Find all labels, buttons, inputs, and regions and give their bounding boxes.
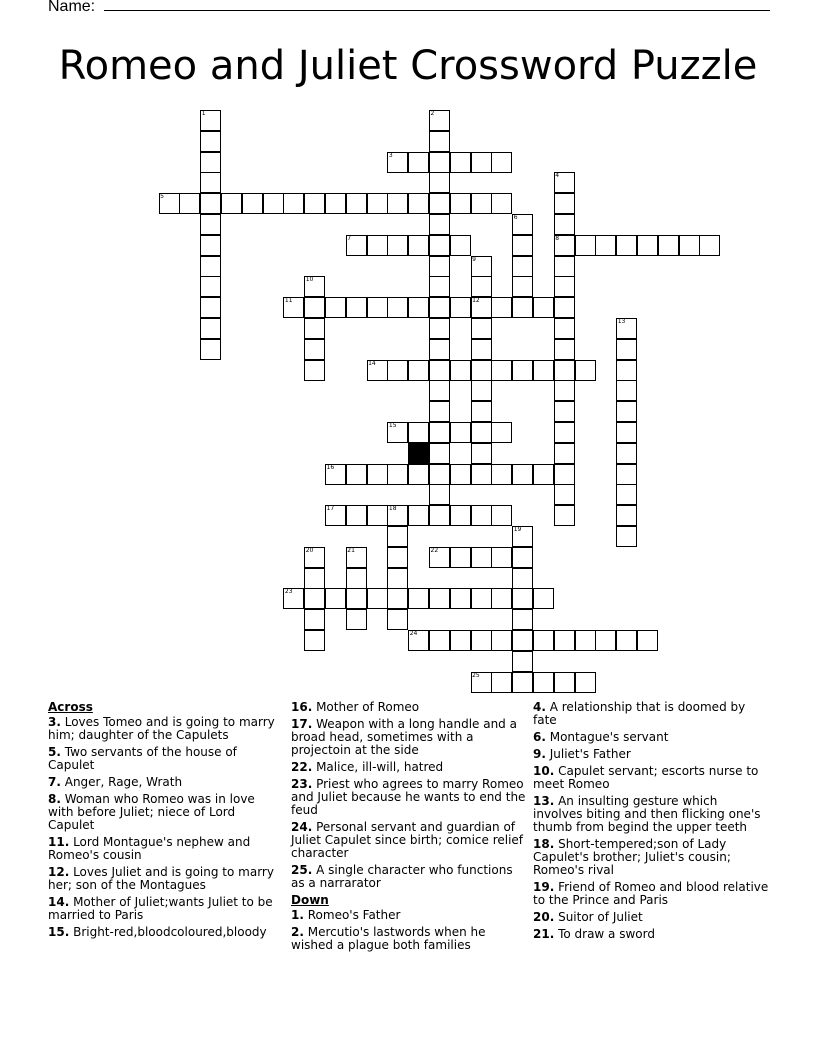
grid-cell[interactable] (408, 297, 429, 318)
grid-cell[interactable] (575, 630, 596, 651)
grid-cell[interactable] (346, 609, 367, 630)
grid-cell[interactable] (221, 193, 242, 214)
clue-number: 19. (533, 880, 555, 894)
grid-cell[interactable] (429, 297, 450, 318)
clue-number: 2. (291, 925, 304, 939)
grid-cell[interactable] (616, 339, 637, 360)
clue-across (48, 793, 280, 832)
clue-number-label: 15 (388, 422, 397, 429)
grid-cell[interactable] (429, 193, 450, 214)
clue-number-label: 1 (201, 110, 206, 117)
grid-cell[interactable] (408, 360, 429, 381)
clue-number: 9. (533, 747, 546, 761)
grid-cell[interactable] (616, 422, 637, 443)
down-heading: Down (291, 893, 329, 907)
clue-number-label: 8 (555, 234, 560, 242)
grid-cell[interactable] (387, 193, 408, 214)
grid-cell[interactable] (408, 152, 429, 173)
puzzle-title: Romeo and Juliet Crossword Puzzle (58, 43, 758, 89)
clue-text: Capulet servant; escorts nurse to meet Romeo (533, 764, 759, 791)
grid-cell[interactable] (595, 630, 616, 651)
clue-text: Woman who Romeo was in love with before Juliet; niece of Lord Capulet (48, 792, 255, 832)
clue-number-label: 19 (513, 526, 522, 533)
clue-number-label: 9 (472, 255, 476, 263)
grid-cell[interactable] (512, 464, 533, 485)
grid-cell[interactable] (429, 214, 450, 235)
grid-cell[interactable] (200, 131, 221, 152)
clue-number: 7. (48, 775, 61, 789)
clue-across (291, 864, 527, 890)
grid-cell[interactable] (450, 464, 471, 485)
clue-text: Loves Tomeo and is going to marry him; daughter of the Capulets (48, 715, 275, 742)
grid-cell[interactable] (512, 568, 533, 589)
clue-number: 21. (533, 927, 555, 941)
grid-cell[interactable] (512, 235, 533, 256)
clue-down (291, 926, 527, 952)
clue-number: 25. (291, 863, 313, 877)
grid-cell[interactable] (512, 630, 533, 651)
clue-number-label: 11 (284, 297, 293, 305)
grid-cell[interactable] (554, 360, 575, 381)
grid-cell[interactable] (387, 526, 408, 547)
grid-cell[interactable] (699, 235, 720, 256)
grid-cell[interactable] (512, 256, 533, 277)
grid-cell[interactable] (471, 630, 492, 651)
grid-cell[interactable] (200, 318, 221, 339)
grid-cell[interactable] (367, 505, 388, 526)
grid-cell[interactable] (408, 422, 429, 443)
grid-cell[interactable] (408, 588, 429, 609)
clue-text: Anger, Rage, Wrath (60, 775, 183, 789)
grid-cell[interactable] (429, 401, 450, 422)
grid-cell[interactable] (554, 464, 575, 485)
grid-cell[interactable] (512, 609, 533, 630)
grid-cell[interactable] (554, 339, 575, 360)
clue-down (533, 748, 769, 761)
clue-across (48, 836, 280, 862)
grid-cell[interactable] (512, 651, 533, 672)
clue-text: An insulting gesture which involves biting and then flicking one's thumb from begind the upper teeth (533, 794, 761, 834)
grid-cell[interactable] (429, 464, 450, 485)
clue-text: Bright-red,bloodcoloured,bloody (69, 925, 267, 939)
clue-text: Romeo's Father (303, 908, 401, 922)
clue-text: A relationship that is doomed by fate (533, 700, 746, 727)
grid-cell[interactable] (346, 588, 367, 609)
grid-cell[interactable] (450, 547, 471, 568)
clue-number-label: 23 (284, 588, 293, 596)
grid-cell[interactable] (450, 235, 471, 256)
grid-cell[interactable] (429, 172, 450, 193)
grid-cell[interactable] (533, 464, 554, 485)
grid-cell[interactable] (367, 193, 388, 214)
grid-cell[interactable] (387, 588, 408, 609)
grid-cell[interactable] (429, 360, 450, 381)
clue-number-label: 14 (368, 359, 376, 367)
grid-cell[interactable] (429, 380, 450, 401)
grid-cell[interactable] (367, 235, 388, 256)
grid-cell[interactable] (450, 297, 471, 318)
grid-cell[interactable] (367, 297, 388, 318)
grid-cell[interactable] (325, 297, 346, 318)
clue-down (291, 909, 527, 922)
grid-cell[interactable] (346, 568, 367, 589)
clue-text: Suitor of Juliet (554, 910, 643, 924)
grid-cell[interactable] (304, 568, 325, 589)
grid-cell[interactable] (429, 422, 450, 443)
clue-number-label: 5 (160, 193, 164, 201)
grid-cell[interactable] (283, 193, 304, 214)
grid-cell[interactable] (450, 193, 471, 214)
clue-number: 24. (291, 820, 313, 834)
clue-number: 8. (48, 792, 61, 806)
grid-cell[interactable] (554, 318, 575, 339)
clue-text: Priest who agrees to marry Romeo and Juliet because he wants to end the feud (291, 777, 526, 817)
clue-across (48, 926, 280, 939)
grid-cell[interactable] (491, 360, 512, 381)
grid-cell[interactable] (304, 630, 325, 651)
grid-cell[interactable] (533, 588, 554, 609)
grid-cell[interactable] (554, 401, 575, 422)
clue-number: 22. (291, 760, 313, 774)
clue-text: Mother of Juliet;wants Juliet to be married to Paris (48, 895, 273, 922)
clue-text: Lord Montague's nephew and Romeo's cousin (48, 835, 251, 862)
across-heading: Across (48, 700, 93, 714)
clue-number: 12. (48, 865, 70, 879)
clue-text: To draw a sword (554, 927, 655, 941)
grid-cell[interactable] (471, 339, 492, 360)
grid-cell[interactable] (491, 505, 512, 526)
grid-cell[interactable] (429, 588, 450, 609)
grid-cell[interactable] (491, 672, 512, 693)
grid-cell[interactable] (200, 193, 221, 214)
clue-number: 4. (533, 700, 546, 714)
grid-cell[interactable] (554, 193, 575, 214)
grid-cell[interactable] (491, 422, 512, 443)
clue-across (291, 718, 527, 757)
grid-cell[interactable] (304, 297, 325, 318)
grid-cell[interactable] (200, 339, 221, 360)
clue-across (48, 746, 280, 772)
grid-cell[interactable] (429, 630, 450, 651)
grid-cell[interactable] (429, 339, 450, 360)
grid-cell[interactable] (429, 318, 450, 339)
clue-number-label: 6 (513, 214, 518, 221)
grid-cell[interactable] (533, 297, 554, 318)
grid-cell[interactable] (429, 235, 450, 256)
grid-cell[interactable] (387, 297, 408, 318)
grid-cell[interactable] (387, 547, 408, 568)
grid-cell[interactable] (658, 235, 679, 256)
clue-number-label: 10 (305, 276, 314, 284)
grid-cell[interactable] (554, 630, 575, 651)
clue-across (48, 776, 280, 789)
grid-cell[interactable] (471, 588, 492, 609)
grid-cell[interactable] (471, 318, 492, 339)
grid-cell[interactable] (616, 443, 637, 464)
clue-number: 10. (533, 764, 555, 778)
grid-cell[interactable] (471, 401, 492, 422)
grid-cell[interactable] (616, 630, 637, 651)
clue-number-label: 20 (305, 546, 314, 554)
grid-cell[interactable] (471, 464, 492, 485)
grid-cell[interactable] (512, 588, 533, 609)
grid-cell[interactable] (429, 443, 450, 464)
clue-number-label: 17 (326, 505, 335, 513)
grid-cell[interactable] (554, 214, 575, 235)
clue-down (533, 731, 769, 744)
grid-cell[interactable] (408, 464, 429, 485)
grid-cell[interactable] (575, 235, 596, 256)
clue-number: 17. (291, 717, 313, 731)
grid-cell[interactable] (408, 505, 429, 526)
grid-cell[interactable] (512, 276, 533, 297)
grid-cell[interactable] (575, 672, 596, 693)
grid-cell[interactable] (304, 339, 325, 360)
clue-number: 13. (533, 794, 555, 808)
clue-down (533, 928, 769, 941)
clue-number: 23. (291, 777, 313, 791)
grid-cell[interactable] (575, 360, 596, 381)
grid-cell[interactable] (408, 193, 429, 214)
grid-cell[interactable] (616, 401, 637, 422)
clue-text: Mother of Romeo (312, 700, 420, 714)
grid-cell[interactable] (616, 235, 637, 256)
grid-cell[interactable] (304, 609, 325, 630)
grid-cell[interactable] (408, 235, 429, 256)
grid-cell[interactable] (533, 360, 554, 381)
clue-text: Friend of Romeo and blood relative to the Prince and Paris (533, 880, 769, 907)
clue-across (48, 716, 280, 742)
grid-cell[interactable] (554, 672, 575, 693)
grid-cell[interactable] (387, 464, 408, 485)
grid-cell[interactable] (346, 193, 367, 214)
grid-cell[interactable] (429, 256, 450, 277)
clue-across (48, 896, 280, 922)
grid-cell[interactable] (387, 235, 408, 256)
clue-number: 15. (48, 925, 70, 939)
grid-cell[interactable] (471, 360, 492, 381)
grid-cell[interactable] (471, 193, 492, 214)
clue-number: 11. (48, 835, 70, 849)
grid-cell[interactable] (200, 235, 221, 256)
grid-cell[interactable] (554, 380, 575, 401)
grid-cell[interactable] (554, 422, 575, 443)
grid-cell[interactable] (616, 380, 637, 401)
clue-down (533, 911, 769, 924)
grid-cell[interactable] (346, 297, 367, 318)
grid-cell[interactable] (387, 568, 408, 589)
grid-cell[interactable] (325, 588, 346, 609)
clue-number-label: 4 (555, 172, 560, 180)
clue-number: 14. (48, 895, 70, 909)
grid-cell[interactable] (200, 256, 221, 277)
grid-cell[interactable] (429, 484, 450, 505)
grid-cell[interactable] (387, 609, 408, 630)
clue-number-label: 13 (617, 318, 626, 325)
clue-number-label: 2 (430, 110, 435, 117)
grid-cell[interactable] (450, 505, 471, 526)
clue-across (291, 761, 527, 774)
name-label: Name: (48, 0, 100, 15)
clue-text: Mercutio's lastwords when he wished a plague both families (291, 925, 486, 952)
clue-across (291, 701, 527, 714)
clue-number-label: 22 (430, 546, 439, 554)
grid-cell[interactable] (491, 630, 512, 651)
grid-cell[interactable] (471, 276, 492, 297)
grid-cell[interactable] (304, 193, 325, 214)
grid-cell[interactable] (533, 672, 554, 693)
clue-across (291, 778, 527, 817)
grid-cell[interactable] (367, 588, 388, 609)
clue-number-label: 7 (347, 234, 352, 242)
clue-text: Weapon with a long handle and a broad head, sometimes with a projectoin at the side (291, 717, 517, 757)
clue-number: 1. (291, 908, 304, 922)
clue-text: Two servants of the house of Capulet (48, 745, 237, 772)
clues-column-3 (533, 701, 769, 945)
grid-cell[interactable] (200, 152, 221, 173)
grid-cell[interactable] (554, 484, 575, 505)
grid-cell[interactable] (450, 630, 471, 651)
grid-cell[interactable] (304, 588, 325, 609)
grid-cell[interactable] (450, 152, 471, 173)
grid-cell[interactable] (200, 276, 221, 297)
grid-cell[interactable] (471, 380, 492, 401)
clue-number-label: 24 (409, 630, 418, 637)
clue-down (533, 765, 769, 791)
clue-down (533, 701, 769, 727)
grid-cell[interactable] (554, 256, 575, 277)
grid-cell[interactable] (346, 505, 367, 526)
grid-cell[interactable] (491, 588, 512, 609)
clue-number-label: 16 (326, 463, 335, 471)
grid-cell[interactable] (512, 297, 533, 318)
clue-number-label: 12 (472, 297, 480, 305)
grid-cell[interactable] (325, 193, 346, 214)
clue-text: A single character who functions as a narrarator (291, 863, 513, 890)
grid-cell[interactable] (450, 588, 471, 609)
grid-cell[interactable] (679, 235, 700, 256)
clue-number: 16. (291, 700, 313, 714)
clue-down (533, 795, 769, 834)
clue-text: Loves Juliet and is going to marry her; son of the Montagues (48, 865, 274, 892)
grid-cell[interactable] (242, 193, 263, 214)
grid-cell[interactable] (471, 505, 492, 526)
clue-number: 5. (48, 745, 61, 759)
clue-text: Short-tempered;son of Lady Capulet's brother; Juliet's cousin; Romeo's rival (533, 837, 731, 877)
grid-cell[interactable] (512, 360, 533, 381)
grid-cell[interactable] (554, 297, 575, 318)
clue-down (533, 881, 769, 907)
grid-cell[interactable] (450, 422, 471, 443)
grid-cell[interactable] (512, 672, 533, 693)
grid-cell[interactable] (616, 484, 637, 505)
clue-number-label: 3 (388, 151, 393, 159)
grid-cell[interactable] (200, 172, 221, 193)
clue-number: 3. (48, 715, 61, 729)
clue-number-label: 18 (388, 505, 397, 513)
clues-column-2 (291, 701, 527, 956)
grid-cell[interactable] (450, 360, 471, 381)
grid-cell[interactable] (616, 526, 637, 547)
grid-cell[interactable] (200, 214, 221, 235)
grid-cell[interactable] (471, 443, 492, 464)
grid-cell[interactable] (179, 193, 200, 214)
clue-text: Montague's servant (545, 730, 669, 744)
grid-cell[interactable] (304, 360, 325, 381)
clue-down (533, 838, 769, 877)
clue-text: Juliet's Father (545, 747, 631, 761)
grid-cell[interactable] (471, 152, 492, 173)
clue-across (48, 866, 280, 892)
grid-cell[interactable] (491, 193, 512, 214)
grid-cell[interactable] (471, 422, 492, 443)
grid-cell[interactable] (491, 464, 512, 485)
grid-cell[interactable] (429, 152, 450, 173)
grid-cell[interactable] (616, 505, 637, 526)
grid-cell[interactable] (471, 547, 492, 568)
grid-cell[interactable] (263, 193, 284, 214)
grid-cell[interactable] (595, 235, 616, 256)
grid-cell[interactable] (554, 443, 575, 464)
grid-cell[interactable] (616, 360, 637, 381)
grid-cell[interactable] (491, 547, 512, 568)
grid-cell[interactable] (533, 630, 554, 651)
grid-cell[interactable] (491, 297, 512, 318)
grid-cell[interactable] (616, 464, 637, 485)
grid-cell[interactable] (429, 276, 450, 297)
grid-cell[interactable] (304, 318, 325, 339)
clue-number: 6. (533, 730, 546, 744)
black-cell (408, 443, 429, 464)
grid-cell[interactable] (491, 152, 512, 173)
clue-number-label: 25 (472, 671, 480, 679)
grid-cell[interactable] (512, 547, 533, 568)
grid-cell[interactable] (387, 360, 408, 381)
grid-cell[interactable] (554, 505, 575, 526)
clue-text: Personal servant and guardian of Juliet Capulet since birth; comice relief character (291, 820, 524, 860)
clue-text: Malice, ill-will, hatred (312, 760, 444, 774)
grid-cell[interactable] (554, 276, 575, 297)
grid-cell[interactable] (367, 464, 388, 485)
grid-cell[interactable] (429, 131, 450, 152)
clues-column-1 (48, 701, 280, 943)
grid-cell[interactable] (637, 235, 658, 256)
clue-number: 18. (533, 837, 555, 851)
grid-cell[interactable] (200, 297, 221, 318)
grid-cell[interactable] (346, 464, 367, 485)
clue-number: 20. (533, 910, 555, 924)
grid-cell[interactable] (637, 630, 658, 651)
grid-cell[interactable] (429, 505, 450, 526)
clue-number-label: 21 (347, 546, 355, 554)
clue-across (291, 821, 527, 860)
